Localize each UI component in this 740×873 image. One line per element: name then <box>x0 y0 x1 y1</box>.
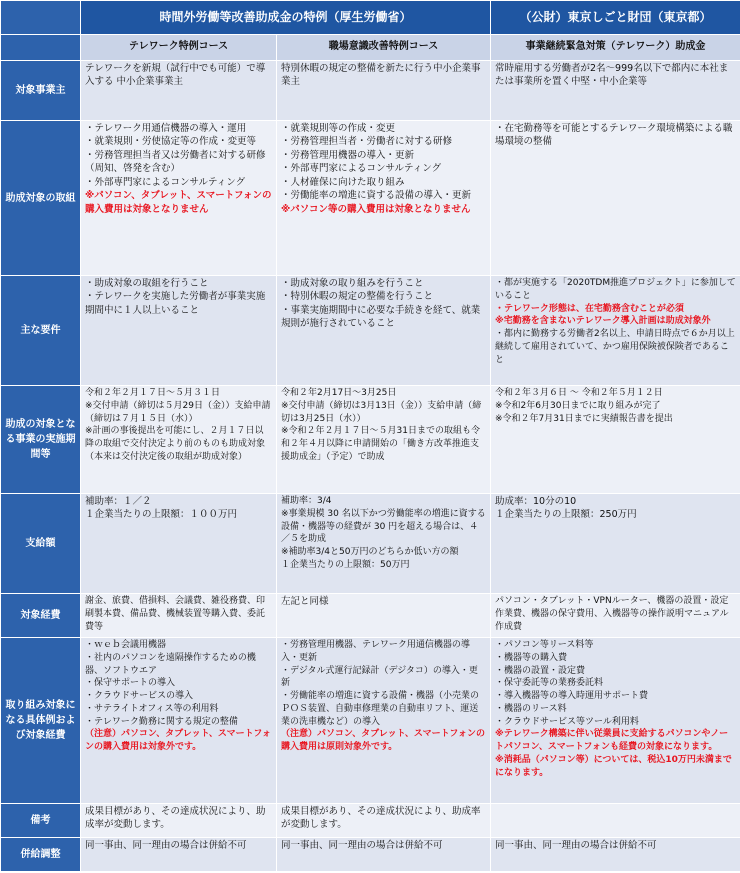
cell-warning: ※消耗品（パソコン等）については、税込10万円未満までになります。 <box>495 754 732 778</box>
cell-text: ※交付申請（締切は3月13日（金））支給申請（締切は3月25日（水）） <box>281 400 482 424</box>
cell-text: 同一事由、同一理由の場合は併給不可 <box>85 840 247 851</box>
cell-text: ・助成対象の取り組みを行うこと <box>281 278 424 289</box>
row-label-combo: 併給調整 <box>1 838 81 872</box>
row-examples <box>1 638 740 804</box>
cell-text: ※交付申請（締切は５月29日（金））支給申請（締切は７月１５日（水）） <box>85 400 271 424</box>
cell-text: 補助率：１／２ <box>85 496 152 507</box>
amount-col3 <box>491 494 740 594</box>
examples-col3 <box>491 638 740 804</box>
cell-text: １企業当たりの上限額：50万円 <box>281 559 410 570</box>
costs-col1 <box>81 594 277 638</box>
row-label-period: 助成の対象となる事業の実施期間等 <box>1 386 81 494</box>
row-costs <box>1 594 740 638</box>
cell-text: ※令和２年２月１７日～５月31日までの取組も令和２年４月以降に申請開始の「働き方改革推進支援助成金」（予定）で助成 <box>281 426 480 462</box>
row-target <box>1 61 740 121</box>
cell-text: 令和２年２月１７日～５月３１日 <box>85 388 221 398</box>
cell-text: ・事業実施期間中に必要な手続きを経て、就業規則が施行されていること <box>281 304 481 330</box>
cell-text: 助成率：10分の10 <box>495 496 577 507</box>
cell-text: ・テレワーク用通信機器の導入・運用 <box>85 123 247 134</box>
amount-col1 <box>81 494 277 594</box>
cell-text: ・クラウドサービス等ツール利用料 <box>495 716 639 727</box>
cell-text: テレワークを新規（試行中でも可能）で導入する 中小企業事業主 <box>85 63 266 88</box>
row-efforts <box>1 121 740 276</box>
header-corner <box>1 1 81 35</box>
cell-text: パソコン・タブレット・VPNルーター、機器の設置・設定作業費、機器の保守費用、入機器等の操作説明マニュアル作成費 <box>495 596 729 632</box>
cell-text: ・就業規則等の作成・変更 <box>281 123 396 134</box>
cell-text: ・ｗｅｂ会議用機器 <box>85 640 167 650</box>
row-combo <box>1 838 740 872</box>
combo-col3 <box>491 838 740 872</box>
cell-text: ・導入機器等の導入時運用サポート費 <box>495 691 649 702</box>
efforts-col2 <box>277 121 491 276</box>
cell-text: ・労務管理用機器、テレワーク用通信機器の導入・更新 <box>281 640 470 663</box>
cell-text: ※令和2年6月30日までに取り組みが完了 <box>495 400 661 411</box>
cell-warning: ※パソコン等の購入費用は対象となりません <box>281 203 471 215</box>
row-label-requirements: 主な要件 <box>1 276 81 386</box>
cell-text: ・就業規則・労使協定等の作成・変更等 <box>85 136 257 148</box>
cell-text: ・特別休暇の規定の整備を行うこと <box>281 291 434 303</box>
costs-col2 <box>277 594 491 638</box>
row-label-target: 対象事業主 <box>1 61 81 121</box>
examples-col1 <box>81 638 277 804</box>
cell-text: ・労務管理用機器の導入・更新 <box>281 149 415 161</box>
cell-text: ・保守サポートの導入 <box>85 678 176 689</box>
notes-col3 <box>491 804 740 838</box>
row-label-efforts: 助成対象の取組 <box>1 121 81 276</box>
cell-text: ・機器の設置・設定費 <box>495 665 586 676</box>
combo-col2 <box>277 838 491 872</box>
cell-text: ・助成対象の取組を行うこと <box>85 278 209 289</box>
cell-warning: （注意）パソコン、タブレット、スマートフォンの購入費用は対象外です。 <box>85 729 271 753</box>
cell-text: ・パソコン等リース料等 <box>495 640 594 650</box>
cell-text: 謝金、旅費、借損料、会議費、雑役務費、印刷製本費、備品費、機械装置等購入費、委託費等 <box>85 596 266 632</box>
row-notes <box>1 804 740 838</box>
examples-col2 <box>277 638 491 804</box>
cell-text: ・都内に勤務する労働者2名以上、申請日時点で６か月以上継続して雇用されていて、かつ雇用保険被保険者であること <box>495 329 735 365</box>
target-col3 <box>491 61 740 121</box>
cell-text: ・保守委託等の業務委託料 <box>495 678 604 689</box>
row-label-notes: 備考 <box>1 804 81 838</box>
cell-text: 令和２年2月17日～3月25日 <box>281 388 397 398</box>
cell-text: ・労務管理担当者又は労働者に対する研修（周知、啓発を含む） <box>85 149 266 175</box>
header-telework-course: テレワーク特例コース <box>81 35 277 61</box>
row-label-examples: 取り組み対象になる具体例および対象経費 <box>1 638 81 804</box>
cell-text: ※計画の事後提出を可能にし、２月１７日以降の取組で交付決定より前のものも助成対象（本来は交付決定後の取組が助成対象） <box>85 426 266 462</box>
cell-text: ・デジタル式運行記録計（デジタコ）の導入・更新 <box>281 665 478 689</box>
cell-text: ・労働能率の増進に資する設備・機器（小売業のＰＯＳ装置、自動車修理業の自動車リフト、運送業の洗車機など）の導入 <box>281 691 480 727</box>
row-label-amount: 支給額 <box>1 494 81 594</box>
cell-warning: ※パソコン、タブレット、スマートフォンの購入費用は対象となりません <box>85 190 272 215</box>
requirements-col1 <box>81 276 277 386</box>
cell-text: 同一事由、同一理由の場合は併給不可 <box>495 840 657 851</box>
target-col2 <box>277 61 491 121</box>
header-corner-sub <box>1 35 81 61</box>
cell-text: ・機器等の購入費 <box>495 652 568 663</box>
costs-col3 <box>491 594 740 638</box>
header-mhlw-group: 時間外労働等改善助成金の特例（厚生労働省） <box>81 1 491 35</box>
cell-text: ・労務管理担当者・労働者に対する研修 <box>281 136 453 148</box>
row-label-costs: 対象経費 <box>1 594 81 638</box>
cell-text: ※補助率3/4と50万円のどちらか低い方の額 <box>281 547 459 558</box>
cell-text: ※令和２年7月31日までに実績報告書を提出 <box>495 413 673 424</box>
cell-text: ・機器のリース料 <box>495 703 567 714</box>
cell-text: ・人材確保に向けた取り組み <box>281 176 405 188</box>
combo-col1 <box>81 838 277 872</box>
cell-text: 特別休暇の規定の整備を新たに行う中小企業事業主 <box>281 63 481 88</box>
cell-text: １企業当たりの上限額：１００万円 <box>85 509 238 521</box>
row-requirements <box>1 276 740 386</box>
cell-text: 成果目標があり、その達成状況により、助成率が変動します。 <box>85 806 266 831</box>
cell-text: ・外部専門家によるコンサルティング <box>85 176 246 188</box>
cell-text: ・サテライトオフィス等の利用料 <box>85 703 219 714</box>
cell-text: ・都が実施する「2020TDM推進プロジェクト」に参加していること <box>495 278 736 301</box>
cell-text: ・労働能率の増進に資する設備の導入・更新 <box>281 190 472 202</box>
cell-text: ・テレワークを実施した労働者が事業実施期間中に１人以上いること <box>85 291 266 316</box>
cell-text: 令和２年３月６日 ～ 令和２年５月１２日 <box>495 388 663 398</box>
header-row-groups <box>1 1 740 35</box>
cell-text: １企業当たりの上限額：250万円 <box>495 509 637 521</box>
header-row-courses <box>1 35 740 61</box>
cell-text: ・外部専門家によるコンサルティング <box>281 163 442 175</box>
period-col2 <box>277 386 491 494</box>
notes-col2 <box>277 804 491 838</box>
cell-text: 同一事由、同一理由の場合は併給不可 <box>281 840 443 851</box>
notes-col1 <box>81 804 277 838</box>
header-tokyo-group: （公財）東京しごと財団（東京都） <box>491 1 740 35</box>
cell-text: 常時雇用する労働者が2名～999名以下で都内に本社または事業所を置く中堅・中小企業等 <box>495 63 729 88</box>
cell-text: ・在宅勤務等を可能とするテレワーク環境構築による職場環境の整備 <box>495 123 733 148</box>
cell-text: ・社内のパソコンを遠隔操作するための機器、ソフトウエア <box>85 652 256 676</box>
row-period <box>1 386 740 494</box>
cell-warning: ※テレワーク構築に伴い従業員に支給するパソコンやノートパソコン、スマートフォンも経費の対象になります。 <box>495 729 729 753</box>
target-col1 <box>81 61 277 121</box>
requirements-col2 <box>277 276 491 386</box>
requirements-col3 <box>491 276 740 386</box>
cell-text: 補助率：3/4 <box>281 496 332 506</box>
cell-text: ・テレワーク勤務に関する規定の整備 <box>85 716 238 727</box>
cell-warning: ・テレワーク形態は、在宅勤務含むことが必須 <box>495 303 684 314</box>
cell-warning: ※宅勤務を含まないテレワーク導入計画は助成対象外 <box>495 316 711 327</box>
header-business-continuity-grant: 事業継続緊急対策（テレワーク）助成金 <box>491 35 740 61</box>
cell-text: 成果目標があり、その達成状況により、助成率が変動します。 <box>281 806 481 831</box>
efforts-col3 <box>491 121 740 276</box>
cell-text: 左記と同様 <box>281 596 329 607</box>
cell-text: ※事業規模 30 名以下かつ労働能率の増進に資する設備・機器等の経費が 30 円を超える場合は、４／５を助成 <box>281 508 486 545</box>
efforts-col1 <box>81 121 277 276</box>
cell-text: ・クラウドサービスの導入 <box>85 691 194 702</box>
row-amount <box>1 494 740 594</box>
period-col3 <box>491 386 740 494</box>
cell-warning: （注意）パソコン、タブレット、スマートフォンの購入費用は原則対象外です。 <box>281 729 485 753</box>
header-workplace-course: 職場意識改善特例コース <box>277 35 491 61</box>
amount-col2 <box>277 494 491 594</box>
period-col1 <box>81 386 277 494</box>
